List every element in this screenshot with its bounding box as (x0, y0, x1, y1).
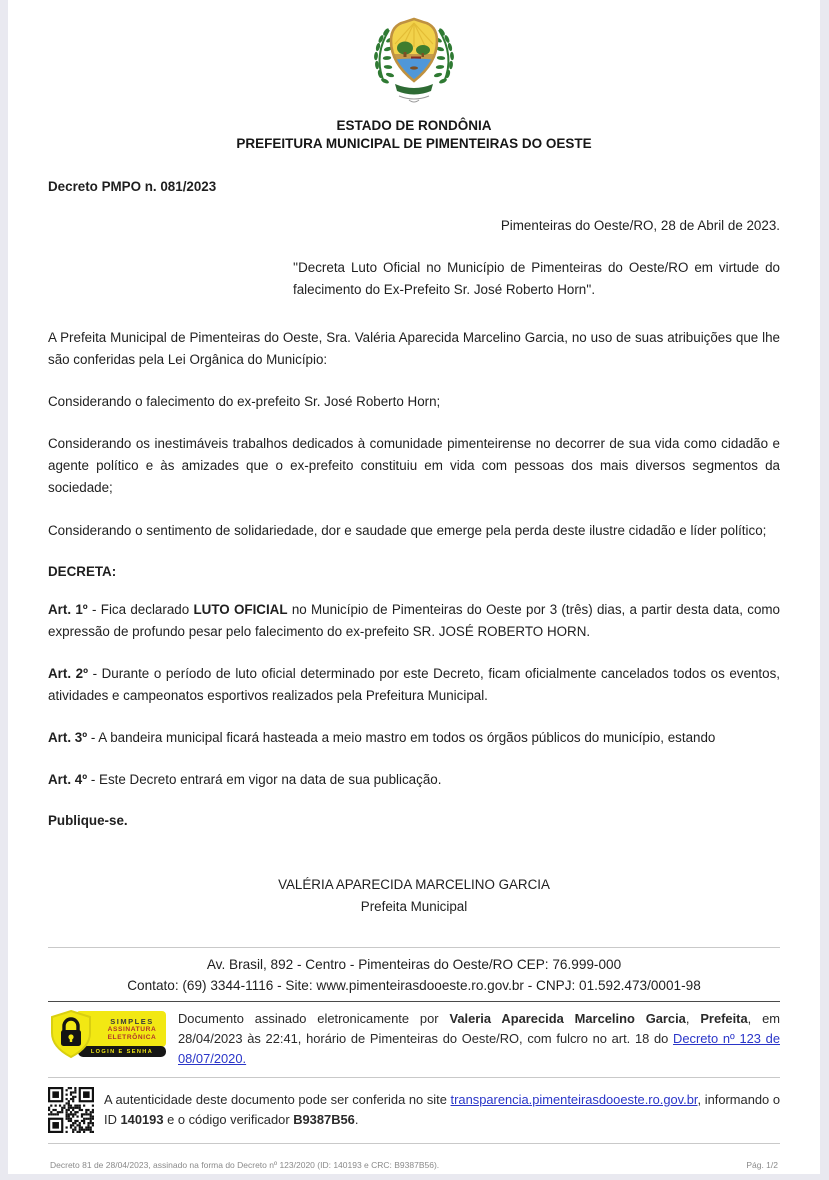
article-1-label: Art. 1º (48, 601, 88, 617)
signature-name: VALÉRIA APARECIDA MARCELINO GARCIA (278, 877, 550, 893)
transparency-site-link[interactable]: transparencia.pimenteirasdooeste.ro.gov.br (450, 1092, 698, 1108)
signature-block (48, 874, 780, 917)
document-page (8, 0, 820, 1174)
municipality-title: PREFEITURA MUNICIPAL DE PIMENTEIRAS DO OESTE (236, 135, 592, 151)
article-2 (48, 663, 780, 707)
verify-text-1: A autenticidade deste documento pode ser conferida no site (104, 1092, 451, 1108)
article-1-bold: LUTO OFICIAL (193, 601, 288, 617)
consideration-1 (48, 391, 780, 413)
footer-address-block (48, 948, 780, 1001)
esig-text-1: Documento assinado eletronicamente por (178, 1011, 450, 1027)
address-line: Av. Brasil, 892 - Centro - Pimenteiras do Oeste/RO CEP: 76.999-000 (206, 957, 622, 973)
crest-container (38, 14, 790, 153)
decree-epigraph: ''Decreta Luto Oficial no Município de Pimenteiras do Oeste/RO em virtude do falecimento do Ex-Prefeito Sr. José Roberto Horn''. (293, 259, 780, 297)
article-1-text-c: no Município de Pimenteiras do Oeste por 3 (três) dias, a partir desta data, como expressão de profundo pesar pelo falecimento do ex-prefeito SR. JOSÉ ROBERTO HORN. (48, 601, 780, 639)
verify-text-2: , informando o ID (104, 1092, 781, 1128)
preamble-text: A Prefeita Municipal de Pimenteiras do Oeste, Sra. Valéria Aparecida Marcelino Garcia, no uso de suas atribuições que lhe são conferidas pela Lei Orgânica do Município: (48, 329, 780, 367)
consideration-2-text: Considerando os inestimáveis trabalhos dedicados à comunidade pimenteirense no decorrer de sua vida como cidadão e agente político e às amizades que o ex-prefeito constituiu em vida com pessoas dos mais diversos segmentos da sociedade; (48, 436, 780, 496)
municipal-coat-of-arms-icon (359, 14, 469, 110)
page-number: Pág. 1/2 (746, 1160, 778, 1171)
preamble (48, 327, 780, 371)
page-footer (48, 1144, 780, 1174)
esignature-section (48, 1002, 780, 1077)
consideration-3 (48, 520, 780, 542)
badge-brand-label: SIMPLES (110, 1016, 154, 1026)
decree-123-link[interactable]: Decreto nº 123 de 08/07/2020. (178, 1031, 780, 1067)
verification-text (104, 1090, 780, 1130)
decree-number: Decreto PMPO n. 081/2023 (48, 178, 217, 194)
qr-code-icon (48, 1087, 94, 1133)
article-1-text-a: - Fica declarado (87, 601, 194, 617)
esig-signer-role: Prefeita (700, 1011, 748, 1027)
esig-signer-name: Valeria Aparecida Marcelino Garcia (449, 1011, 686, 1027)
dateline: Pimenteiras do Oeste/RO, 28 de Abril de 2023. (500, 217, 780, 233)
state-title: ESTADO DE RONDÔNIA (336, 118, 492, 133)
article-4-text: - Este Decreto entrará em vigor na data de sua publicação. (87, 772, 442, 788)
esig-separator: , (685, 1011, 701, 1027)
badge-line1-label: ASSINATURA (107, 1025, 157, 1033)
article-3-label: Art. 3º (48, 730, 88, 746)
decreta-label: DECRETA: (48, 563, 117, 579)
article-3 (48, 727, 780, 749)
lock-shield-icon (48, 1009, 94, 1059)
verify-text-3: e o código verificador (163, 1112, 294, 1128)
article-3-text: - A bandeira municipal ficará hasteada a meio mastro em todos os órgãos públicos do município, estando (87, 730, 716, 746)
article-1 (48, 599, 780, 643)
verifier-code: B9387B56 (293, 1112, 355, 1128)
consideration-3-text: Considerando o sentimento de solidariedade, dor e saudade que emerge pela perda deste ilustre cidadão e líder político; (48, 522, 767, 538)
badge-line2-label: ELETRÔNICA (107, 1033, 157, 1041)
consideration-1-text: Considerando o falecimento do ex-prefeito Sr. José Roberto Horn; (48, 394, 441, 410)
document-id: 140193 (120, 1112, 164, 1128)
esignature-badge (48, 1009, 166, 1059)
consideration-2 (48, 433, 780, 499)
article-4 (48, 769, 780, 791)
esig-text-2: , em 28/04/2023 às 22:41, horário de Pimenteiras do Oeste/RO, com fulcro no art. 18 do (178, 1011, 781, 1047)
article-2-label: Art. 2º (48, 665, 88, 681)
page-footer-left: Decreto 81 de 28/04/2023, assinado na forma do Decreto nº 123/2020 (ID: 140193 e CRC: B9387B56). (50, 1160, 440, 1171)
article-4-label: Art. 4º (48, 772, 88, 788)
badge-banner-label: LOGIN E SENHA (90, 1048, 154, 1055)
publish-order: Publique-se. (48, 813, 128, 829)
signature-role: Prefeita Municipal (360, 898, 468, 914)
verify-text-4: . (354, 1112, 359, 1128)
article-2-text: - Durante o período de luto oficial determinado por este Decreto, ficam oficialmente cancelados todos os eventos, atividades e campeonatos esportivos realizados pela Prefeitura Municipal. (48, 665, 780, 703)
contact-line: Contato: (69) 3344-1116 - Site: www.pimenteirasdooeste.ro.gov.br - CNPJ: 01.592.473/0001-98 (127, 978, 701, 994)
verification-section (48, 1078, 780, 1143)
esignature-text (178, 1009, 780, 1069)
